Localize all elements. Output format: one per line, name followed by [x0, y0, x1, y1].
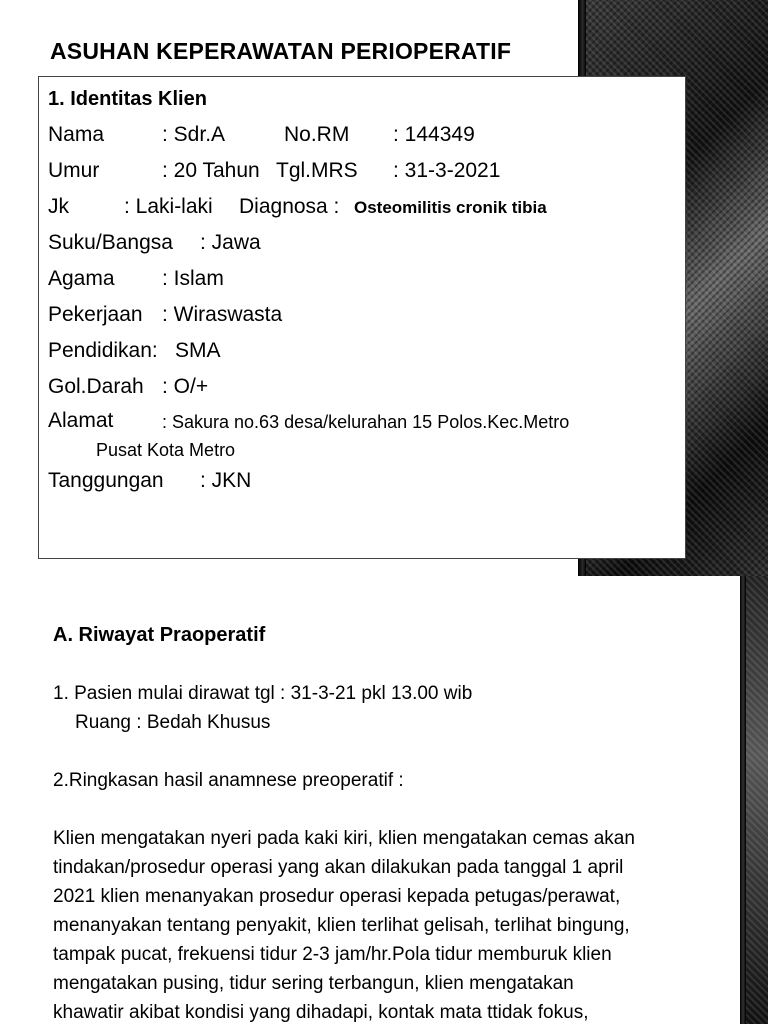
jk-label: Jk — [48, 195, 69, 218]
pendidikan-value: SMA — [175, 339, 221, 362]
paragraph-line: khawatir akibat kondisi yang dihadapi, kontak mata ttidak fokus, — [53, 1002, 589, 1023]
suku-value: : Jawa — [200, 231, 261, 254]
diagnosa-value: Osteomilitis cronik tibia — [354, 198, 547, 217]
paragraph-line: 2021 klien menanyakan prosedur operasi kepada petugas/perawat, — [53, 886, 621, 907]
norm-value: : 144349 — [393, 123, 475, 146]
slide-title: ASUHAN KEPERAWATAN PERIOPERATIF — [50, 38, 512, 64]
slide-riwayat — [0, 576, 768, 1024]
nama-value: : Sdr.A — [162, 123, 226, 146]
item1-line1: 1. Pasien mulai dirawat tgl : 31-3-21 pkl 13.00 wib — [53, 683, 473, 704]
goldarah-value: : O/+ — [162, 375, 209, 398]
pekerjaan-value: : Wiraswasta — [162, 303, 283, 326]
suku-label: Suku/Bangsa — [48, 231, 173, 254]
alamat-value-line1: : Sakura no.63 desa/kelurahan 15 Polos.Kec.Metro — [162, 412, 570, 432]
alamat-label: Alamat — [48, 409, 114, 432]
nama-label: Nama — [48, 123, 105, 146]
diagnosa-label: Diagnosa : — [239, 195, 340, 218]
paragraph-line: menanyakan tentang penyakit, klien terlihat gelisah, terlihat bingung, — [53, 915, 630, 936]
anamnese-paragraph — [53, 824, 743, 1024]
alamat-value-line2: Pusat Kota Metro — [96, 440, 236, 460]
paragraph-line: tampak pucat, frekuensi tidur 2-3 jam/hr.Pola tidur memburuk klien — [53, 944, 612, 965]
section-heading: A. Riwayat Praoperatif — [53, 624, 266, 646]
norm-label: No.RM — [284, 123, 350, 146]
paragraph-line: tindakan/prosedur operasi yang akan dilakukan pada tanggal 1 april — [53, 857, 624, 878]
item1-line2: Ruang : Bedah Khusus — [75, 712, 271, 733]
section-heading: 1. Identitas Klien — [48, 88, 207, 110]
tanggungan-value: : JKN — [200, 469, 252, 492]
paragraph-line: mengatakan pusing, tidur sering terbangun, klien mengatakan — [53, 973, 574, 994]
carbon-fiber-decoration — [740, 576, 768, 1024]
umur-value: : 20 Tahun — [162, 159, 260, 182]
jk-value: : Laki-laki — [124, 195, 213, 218]
tanggungan-label: Tanggungan — [48, 469, 164, 492]
agama-value: : Islam — [162, 267, 224, 290]
goldarah-label: Gol.Darah — [48, 375, 144, 398]
pendidikan-label: Pendidikan: — [48, 339, 158, 362]
item2-heading: 2.Ringkasan hasil anamnese preoperatif : — [53, 770, 404, 791]
paragraph-line: Klien mengatakan nyeri pada kaki kiri, klien mengatakan cemas akan — [53, 828, 635, 849]
tglmrs-value: : 31-3-2021 — [393, 159, 501, 182]
identitas-box — [38, 76, 686, 559]
umur-label: Umur — [48, 159, 100, 182]
pekerjaan-label: Pekerjaan — [48, 303, 143, 326]
tglmrs-label: Tgl.MRS — [276, 159, 358, 182]
agama-label: Agama — [48, 267, 115, 290]
